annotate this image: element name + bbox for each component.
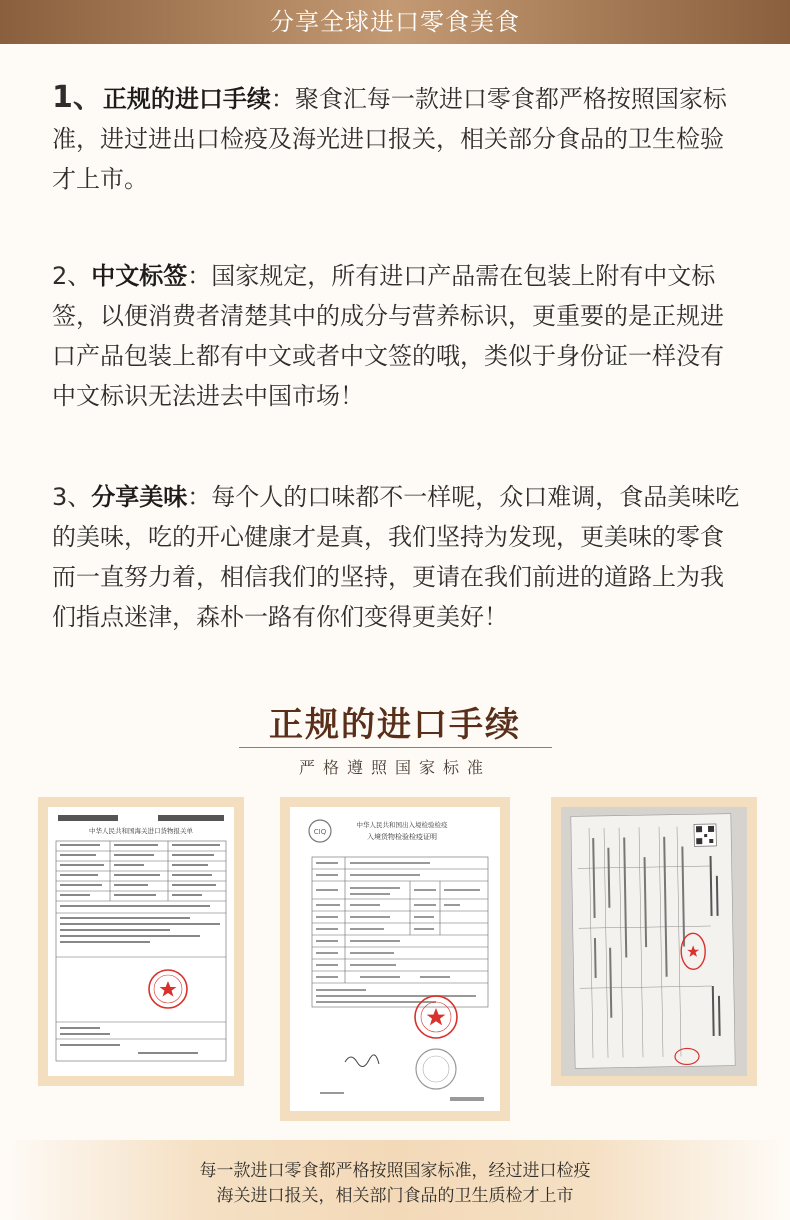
certificates-title: 正规的进口手续: [269, 705, 521, 745]
inspection-certificate-document: [290, 807, 500, 1111]
section-3-colon: ：: [187, 483, 212, 511]
red-stamp-icon: [149, 970, 187, 1008]
customs-form-heading: 中华人民共和国海关进口货物报关单: [89, 827, 193, 835]
section-3-number: 3、: [52, 483, 92, 511]
banner-title: 分享全球进口零食美食: [270, 8, 520, 36]
customs-declaration-document: [48, 807, 234, 1076]
section-2-text: 国家规定，所有进口产品需在包装上附有中文标签，以便消费者清楚其中的成分与营养标识，更重要的是正规进口产品包装上都有中文或者中文签的哦，类似于身份证一样没有中文标识无法进去中国市场！: [52, 262, 724, 410]
section-3-keyword: 分享美味: [91, 483, 188, 511]
customs-form-drawing: [48, 807, 234, 1076]
top-banner: [0, 0, 790, 44]
inspection-heading-1: 中华人民共和国出入境检验检疫: [356, 821, 448, 829]
customs-declaration-image: [38, 797, 244, 1086]
ciq-logo-icon: [309, 820, 331, 842]
footer-line-1: 每一款进口零食都严格按照国家标准，经过进口检疫: [199, 1161, 591, 1181]
footer-line-2: 海关进口报关，相关部门食品的卫生质检才上市: [216, 1186, 574, 1206]
footer-banner: [0, 1140, 790, 1220]
section-3: [52, 477, 742, 637]
inspection-certificate-image: [280, 797, 510, 1121]
inspection-form-drawing: [290, 807, 500, 1111]
red-stamp-icon: [415, 996, 457, 1038]
invoice-photo-document: [561, 807, 747, 1076]
section-1-keyword: 正规的进口手续: [102, 85, 271, 113]
section-1-text: 聚食汇每一款进口零食都严格按照国家标准，进过进出口检疫及海光进口报关，相关部分食品的卫生检验才上市。: [52, 85, 727, 193]
section-3-text: 每个人的口味都不一样呢，众口难调，食品美味吃的美味，吃的开心健康才是真，我们坚持为发现，更美味的零食而一直努力着，相信我们的坚持，更请在我们前进的道路上为我们指点迷津，森朴一路有你们变得更美好！: [52, 483, 740, 631]
section-2-colon: ：: [187, 262, 212, 290]
invoice-photo-image: [551, 797, 757, 1086]
section-1: [52, 78, 742, 199]
certificates-subtitle: 严格遵照国家标准: [298, 758, 491, 777]
section-1-colon: ：: [270, 85, 295, 113]
inspection-heading-2: 入境货物检验检疫证明: [367, 833, 437, 841]
title-divider: [239, 747, 552, 748]
section-2-keyword: 中文标签: [91, 262, 188, 290]
section-2-number: 2、: [52, 262, 92, 290]
section-2: [52, 256, 742, 416]
svg-text:CIQ: CIQ: [313, 828, 327, 836]
invoice-drawing: [561, 807, 747, 1076]
gray-seal-icon: [416, 1049, 456, 1089]
section-1-number: 1、: [52, 80, 103, 115]
